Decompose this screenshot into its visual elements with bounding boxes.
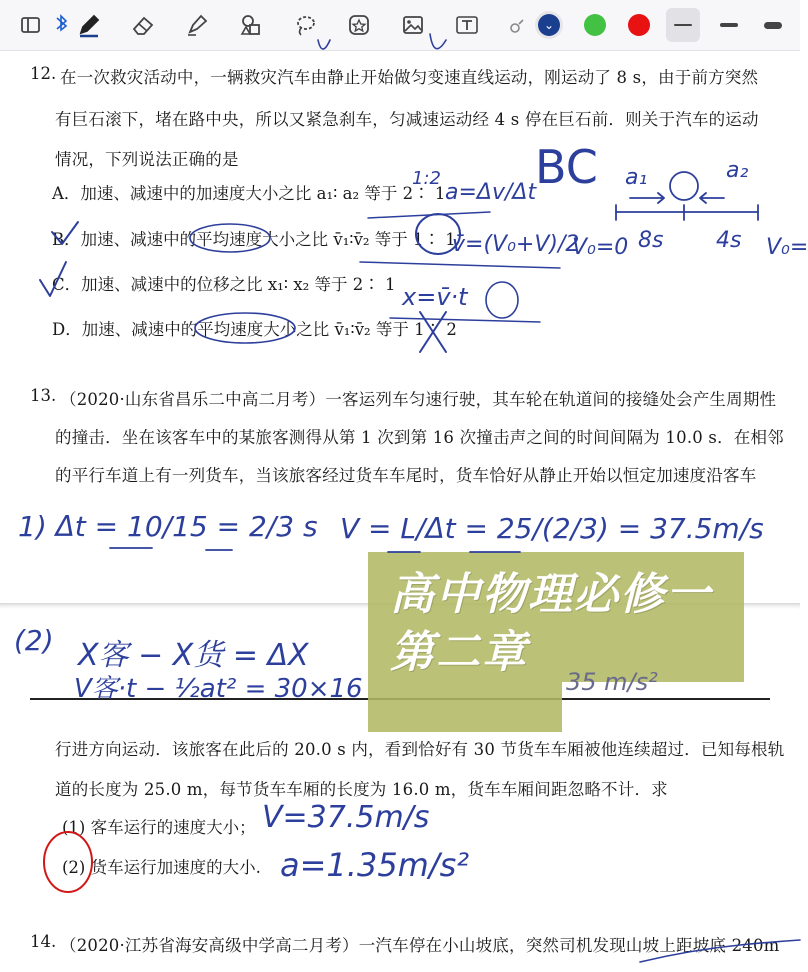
- question-text-line: 有巨石滚下，堵在路中央，所以又紧急刹车，匀减速运动经 4 s 停在巨石前．则关于汽车的运动: [55, 110, 759, 129]
- question-text-line: 的撞击．坐在该客车中的某旅客测得从第 1 次到第 16 次撞击声之间的时间间隔为 10.0 s．在相邻: [55, 428, 784, 447]
- question-number: 14.: [30, 932, 57, 951]
- question-text-line: （2020·江苏省海安高级中学高二月考）一汽车停在小山坡底，突然司机发现山坡上距坡底 240m: [60, 936, 780, 955]
- lasso-icon[interactable]: [288, 8, 322, 42]
- handwritten-answer: BC: [535, 140, 598, 194]
- question-text-line: 的平行车道上有一列货车，当该旅客经过货车车尾时，货车恰好从静止开始以恒定加速度沿客车: [55, 466, 757, 485]
- sub-question: (1) 客车运行的速度大小；: [62, 818, 256, 837]
- question-number: 12.: [30, 64, 57, 83]
- handwritten-solution-2: V客·t − ½at² = 30×16: [74, 674, 363, 704]
- handwritten-answer-2: a=1.35m/s²: [280, 846, 470, 884]
- sticker-icon[interactable]: [342, 8, 376, 42]
- sub-question: (2) 货车运行加速度的大小.: [62, 858, 261, 877]
- highlighter-icon[interactable]: [180, 8, 214, 42]
- handwritten-solution-1: 1) Δt = 10/15 = 2/3 s: [18, 510, 318, 543]
- handwritten-solution-2-label: (2): [14, 624, 54, 657]
- question-text-line: 行进方向运动．该旅客在此后的 20.0 s 内，看到恰好有 30 节货车车厢被他连续超过．已知每根轨: [55, 740, 785, 759]
- chevron-down-icon: ⌄: [543, 18, 555, 32]
- handwritten-solution-1: V = L/Δt = 25/(2/3) = 37.5m/s: [340, 512, 764, 545]
- stroke-thin-button[interactable]: [666, 8, 700, 42]
- handwritten-formula: x=v̄·t: [402, 283, 468, 311]
- shapes-icon[interactable]: [234, 8, 268, 42]
- question-text-line: 在一次救灾活动中，一辆救灾汽车由静止开始做匀变速直线运动，刚运动了 8 s，由于前方突然: [60, 68, 759, 87]
- handwritten-formula: v̄=(V₀+V)/2: [452, 232, 580, 257]
- title-banner-extension: [368, 682, 562, 732]
- handwritten-note: V₀=0: [572, 235, 629, 260]
- option-c: C．加速、减速中的位移之比 x₁∶ x₂ 等于 2∶ 1: [52, 275, 396, 294]
- bluetooth-icon: [52, 8, 72, 42]
- stroke-medium-button[interactable]: [712, 8, 746, 42]
- handwritten-solution-2: X客 − X货 = ΔX: [78, 638, 309, 673]
- question-text-line: （2020·山东省昌乐二中高二月考）一客运列车匀速行驶，其车轮在轨道间的接缝处会产生周期性: [60, 390, 777, 409]
- handwritten-note: V₀=: [766, 235, 808, 260]
- handwritten-label: a₁: [625, 165, 648, 190]
- option-b: B．加速、减速中的平均速度大小之比 v̄₁∶v̄₂ 等于 1∶ 1: [52, 230, 456, 249]
- handwritten-label: a₂: [726, 158, 749, 183]
- color-swatch-red[interactable]: [628, 14, 650, 36]
- handwritten-answer-1: V=37.5m/s: [262, 800, 430, 835]
- question-text-line: 情况，下列说法正确的是: [55, 150, 239, 169]
- color-swatch-green[interactable]: [584, 14, 606, 36]
- banner-subtitle: 第二章: [390, 627, 528, 678]
- note-toolbar: [0, 0, 800, 51]
- handwritten-solution-2: 35 m/s²: [566, 668, 658, 696]
- banner-title: 高中物理必修一: [390, 569, 712, 620]
- eraser-icon[interactable]: [126, 8, 160, 42]
- sidebar-toggle-icon[interactable]: [14, 8, 48, 42]
- handwritten-formula: a=Δv/Δt: [445, 180, 537, 205]
- image-icon[interactable]: [396, 8, 430, 42]
- text-icon[interactable]: [450, 8, 484, 42]
- question-number: 13.: [30, 386, 57, 405]
- handwritten-note: 8s: [638, 228, 664, 253]
- more-icon[interactable]: [500, 8, 530, 42]
- option-d: D．加速、减速中的平均速度大小之比 v̄₁∶v̄₂ 等于 1∶ 2: [52, 320, 457, 339]
- option-a: A．加速、减速中的加速度大小之比 a₁∶ a₂ 等于 2∶ 1: [52, 184, 446, 203]
- color-swatch-blue[interactable]: [538, 14, 560, 36]
- handwritten-note: 4s: [716, 228, 742, 253]
- stroke-thick-button[interactable]: [756, 8, 790, 42]
- question-text-line: 道的长度为 25.0 m，每节货车车厢的长度为 16.0 m，货车车厢间距忽略不计．求: [55, 780, 668, 799]
- pen-icon[interactable]: [72, 8, 106, 42]
- title-banner: [368, 552, 744, 682]
- handwritten-note: 1:2: [412, 168, 441, 189]
